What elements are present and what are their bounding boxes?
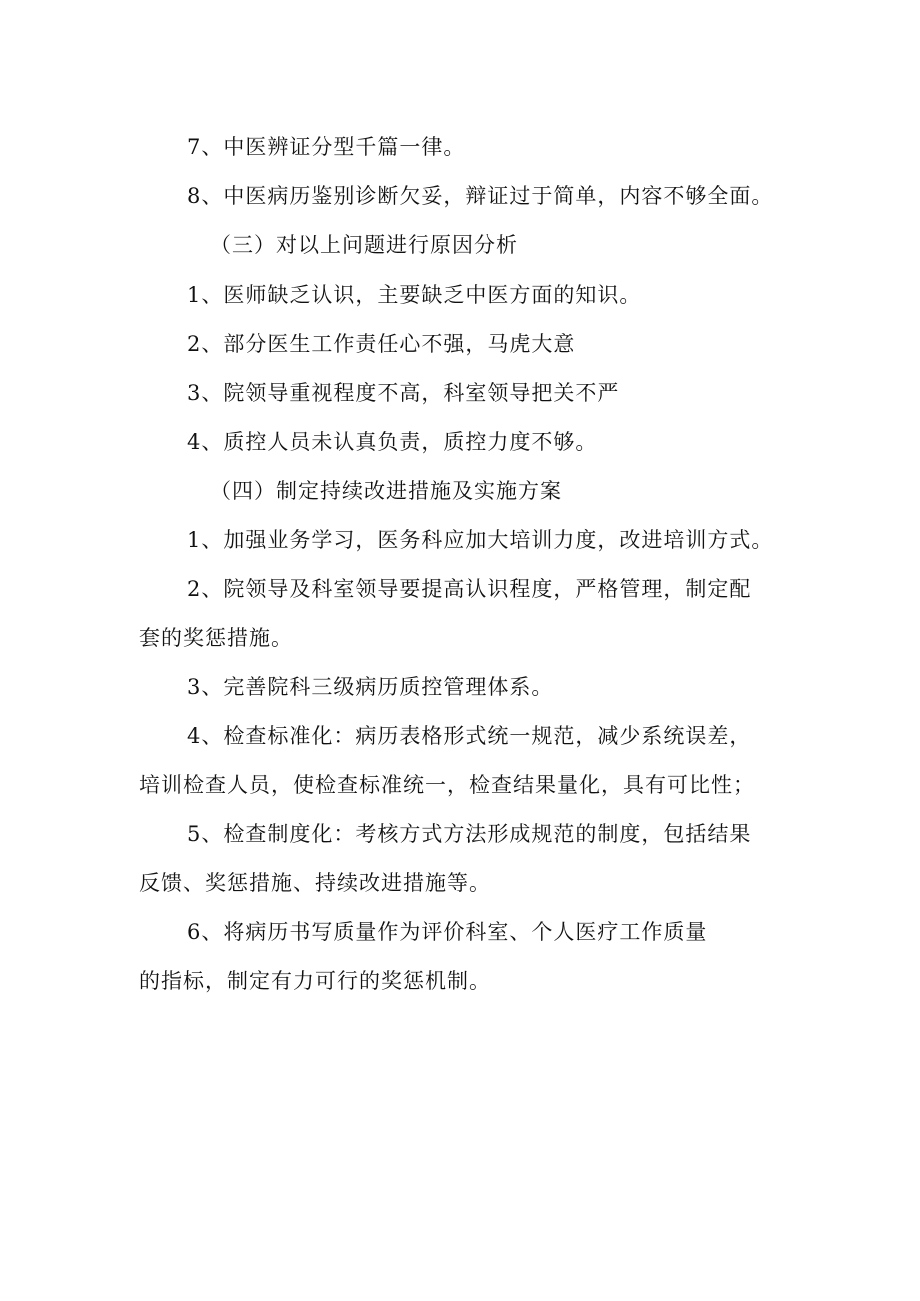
list-item-1-lack-of-knowledge: 1、医师缺乏认识，主要缺乏中医方面的知识。 <box>187 283 642 307</box>
section-heading-improvement-plan: （四）制定持续改进措施及实施方案 <box>210 479 562 503</box>
list-item-5-continuation: 反馈、奖惩措施、持续改进措施等。 <box>139 871 491 895</box>
list-item-2-leadership-awareness: 2、院领导及科室领导要提高认识程度，严格管理，制定配 <box>187 577 752 601</box>
list-item-3-three-level-system: 3、完善院科三级病历质控管理体系。 <box>187 675 554 699</box>
list-item-4-quality-control-staff: 4、质控人员未认真负责，质控力度不够。 <box>187 430 598 454</box>
list-item-2-responsibility: 2、部分医生工作责任心不强，马虎大意 <box>187 332 576 356</box>
section-heading-cause-analysis: （三）对以上问题进行原因分析 <box>210 233 518 257</box>
list-item-7-syndrome-differentiation: 7、中医辨证分型千篇一律。 <box>187 135 466 159</box>
list-item-4-standardization: 4、检查标准化：病历表格形式统一规范，减少系统误差， <box>187 724 752 748</box>
list-item-4-continuation: 培训检查人员，使检查标准统一，检查结果量化，具有可比性； <box>139 773 755 797</box>
list-item-2-continuation: 套的奖惩措施。 <box>139 626 293 650</box>
list-item-6-continuation: 的指标，制定有力可行的奖惩机制。 <box>139 969 491 993</box>
list-item-8-differential-diagnosis: 8、中医病历鉴别诊断欠妥，辩证过于简单，内容不够全面。 <box>187 184 774 208</box>
list-item-3-leadership: 3、院领导重视程度不高，科室领导把关不严 <box>187 381 620 405</box>
list-item-6-evaluation: 6、将病历书写质量作为评价科室、个人医疗工作质量 <box>187 920 708 944</box>
list-item-5-institutionalization: 5、检查制度化：考核方式方法形成规范的制度，包括结果 <box>187 822 752 846</box>
list-item-1-training: 1、加强业务学习，医务科应加大培训力度，改进培训方式。 <box>187 528 774 552</box>
